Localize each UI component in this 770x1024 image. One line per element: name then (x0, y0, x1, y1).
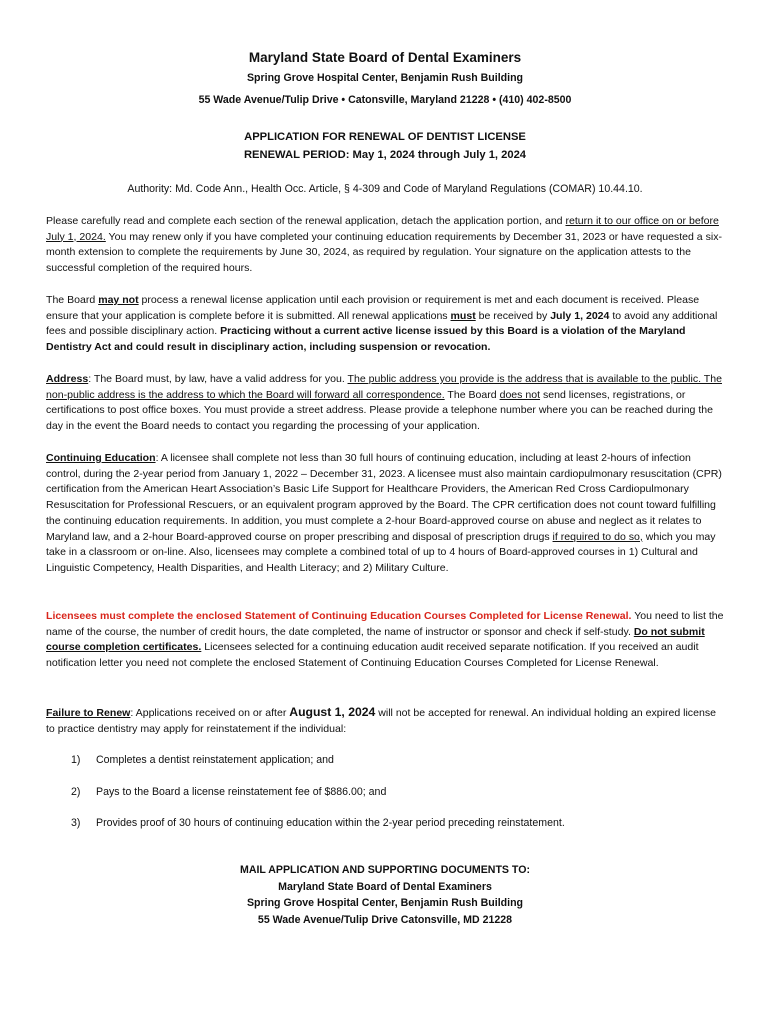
address-paragraph (46, 372, 726, 435)
intro-text-1: Please carefully read and complete each section of the renewal application, detach the application portion, and (46, 215, 566, 227)
ce-label: Continuing Education (46, 452, 156, 464)
failure-date: August 1, 2024 (289, 705, 376, 719)
address-text-2: The Board (444, 388, 500, 401)
mail-heading: MAIL APPLICATION AND SUPPORTING DOCUMENTS TO: (240, 864, 530, 876)
board-title: Maryland State Board of Dental Examiners (248, 50, 522, 65)
renewal-period: RENEWAL PERIOD: May 1, 2024 through July 1, 2024 (243, 149, 527, 161)
statement-text-1: You need to list the name of the course, the number of credit hours, the date completed, the name of instructor or sponsor and check if self-study. (46, 610, 724, 638)
list-text: Provides proof of 30 hours of continuing education within the 2-year period preceding reinstatement. (96, 817, 565, 829)
address-does-not: does not (499, 388, 541, 401)
board-warning: Practicing without a current active license issued by this Board is a violation of the Maryland Dentistry Act and could result in disciplinary action, including suspension or revocation. (46, 325, 686, 354)
statement-paragraph (46, 609, 726, 672)
list-text: Pays to the Board a license reinstatement fee of $886.00; and (96, 786, 387, 798)
address-public-note: The public address you provide is the address that is available to the public. The non-public address is the address to which the Board will forward all correspondence. (46, 373, 722, 401)
address-text-1: : The Board must, by law, have a valid address for you. (88, 373, 348, 385)
application-title: APPLICATION FOR RENEWAL OF DENTIST LICENSE (244, 131, 526, 143)
ce-text-2: which you may take in a classroom or on-line. Also, licensees may complete a combined total of up to 4 hours of Board-approved courses in 1) Cultural and Linguistic Competency, Health Disparities, and Health Literacy; and 2) Military Culture. (46, 530, 716, 574)
intro-paragraph (46, 214, 726, 277)
address-text-3: send licenses, registrations, or certifications to post office boxes. You must provide a street address. Please provide a telephone number where you can be reached during the day in the event the Board needs to contact you regarding the processing of your application. (46, 388, 714, 433)
statement-no-certificates: Do not submit course completion certificates. (46, 625, 705, 654)
intro-deadline: return it to our office on or before July 1, 2024. (46, 215, 719, 243)
failure-text-2: will not be accepted for renewal. An individual holding an expired license to practice dentistry may apply for reinstatement if the individual: (46, 707, 716, 735)
board-text-3: be received by (475, 309, 551, 322)
list-text: Completes a dentist reinstatement application; and (96, 754, 334, 766)
intro-text-2: You may renew only if you have completed your continuing education requirements by December 31, 2023 or have requested a six-month extension to complete the requirements by June 30, 2024, as required by regulation. Your signature on the application attests to the successful completion of the required hours. (46, 230, 722, 275)
address-label: Address (46, 373, 89, 385)
board-text-2: process a renewal license application until each provision or requirement is met and each document is received. Please ensure that your application is complete before it is submitted. All renewal applications (46, 294, 700, 322)
failure-label: Failure to Renew (46, 707, 131, 719)
mail-recipient: Maryland State Board of Dental Examiners (278, 880, 492, 893)
ce-if-required: if required to do so, (552, 530, 643, 543)
mailing-address-block (0, 862, 770, 928)
board-deadline: July 1, 2024 (550, 309, 610, 322)
board-text-1: The Board (46, 294, 99, 306)
list-item (71, 753, 721, 768)
ce-text-1: : A licensee shall complete not less than 30 full hours of continuing education, including at least 2-hours of infection control, during the 2-year period from January 1, 2022 – December 31, 2023. A licensee must also maintain cardiopulmonary resuscitation (CPR) certification from the American Heart Association’s Basic Life Support for Healthcare Providers, the American Red Cross Cardiopulmonary Resuscitation for Professional Rescuers, or an equivalent program approved by the Board. The CPR certification does not count toward fulfilling the continuing education requirements. In addition, you must complete a 2-hour Board-approved course on abuse and neglect as it relates to Maryland law, and a 2-hour Board-approved course on proper prescribing and disposal of prescription drugs (46, 452, 722, 543)
board-address-street: 55 Wade Avenue/Tulip Drive • Catonsville, Maryland 21228 • (410) 402-8500 (198, 94, 572, 106)
board-address-building: Spring Grove Hospital Center, Benjamin Rush Building (246, 72, 524, 84)
authority-line: Authority: Md. Code Ann., Health Occ. Article, § 4-309 and Code of Maryland Regulations (COMAR) 10.44.10. (127, 183, 643, 195)
list-item (71, 816, 721, 831)
board-text-4: to avoid any additional fees and possible disciplinary action. (46, 309, 718, 338)
board-must: must (450, 309, 476, 322)
board-paragraph (46, 293, 726, 356)
statement-required-notice: Licensees must complete the enclosed Statement of Continuing Education Courses Completed for License Renewal. (46, 610, 632, 622)
list-number: 1) (71, 754, 81, 766)
list-item (71, 785, 721, 800)
failure-text-1: : Applications received on or after (130, 707, 290, 719)
mail-street: 55 Wade Avenue/Tulip Drive Catonsville, MD 21228 (257, 913, 513, 926)
mail-building: Spring Grove Hospital Center, Benjamin Rush Building (246, 897, 524, 909)
failure-to-renew-paragraph (46, 705, 726, 737)
statement-text-2: Licensees selected for a continuing education audit received separate notification. If you received an audit notification letter you need not complete the enclosed Statement of Continuing Education Courses Completed for License Renewal. (46, 641, 699, 670)
continuing-education-paragraph (46, 451, 726, 577)
board-may-not: may not (98, 294, 139, 306)
list-number: 3) (71, 817, 81, 829)
list-number: 2) (71, 786, 81, 798)
